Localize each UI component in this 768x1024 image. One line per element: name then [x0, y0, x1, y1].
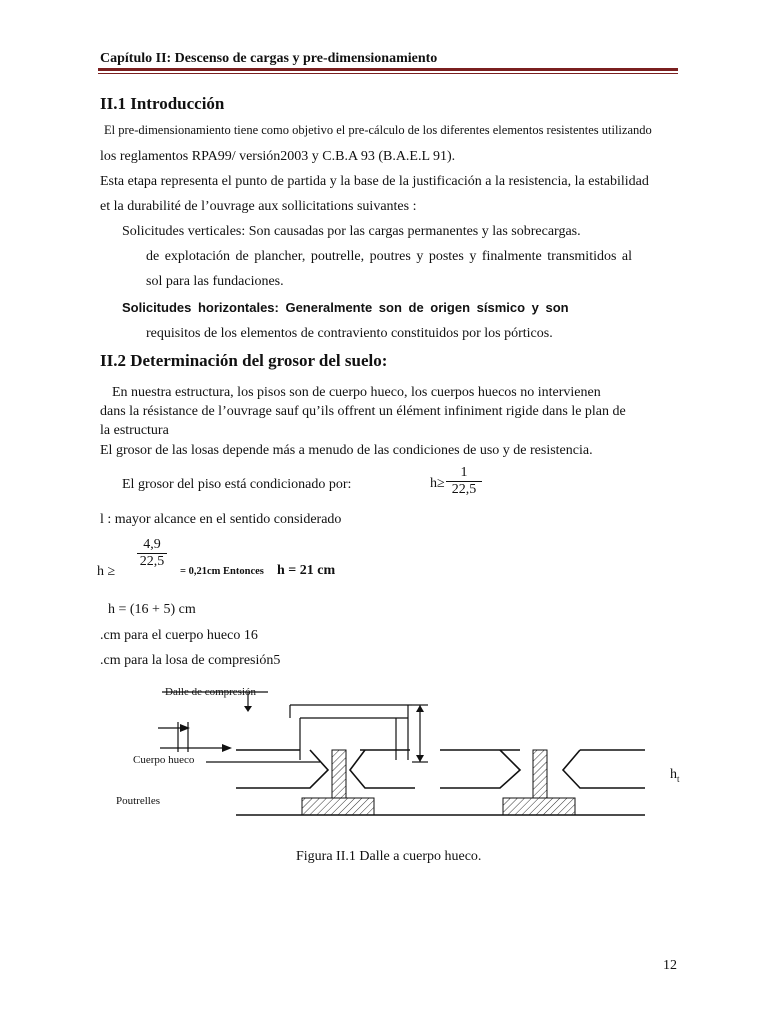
label-poutrelles: Poutrelles — [116, 795, 160, 807]
formula2-denominator: 22,5 — [139, 554, 165, 569]
bullet-vertical-text: Solicitudes verticales: Son causadas por las cargas permanentes y las sobrecargas. — [122, 224, 581, 239]
formula2-result: = 0,21cm Entonces — [180, 566, 264, 577]
page-number: 12 — [663, 958, 677, 973]
formula2-final: h = 21 cm — [277, 563, 336, 578]
bullet-vertical-line-2: de explotación de plancher, poutrelle, poutres y postes y finalmente transmitidos al — [146, 249, 633, 264]
bullet-horizontal-text: Solicitudes horizontales: Generalmente son de origen sísmico y son — [122, 300, 569, 315]
slab-outline — [236, 750, 645, 815]
para1-line-1: En nuestra estructura, los pisos son de cuerpo hueco, los cuerpos huecos no intervienen — [112, 385, 601, 400]
para1-line-2: dans la résistance de l’ouvrage sauf qu’ils offrent un élément infiniment rigide dans le plan de — [100, 404, 626, 419]
intro-line-4: et la durabilité de l’ouvrage aux sollicitations suivantes : — [100, 199, 417, 214]
para2: El grosor de las losas depende más a menudo de las condiciones de uso y de resistencia. — [100, 443, 593, 458]
label-ht-sub: t — [677, 773, 680, 784]
l-definition: l : mayor alcance en el sentido considerado — [100, 512, 342, 527]
intro-line-1: El pre-dimensionamiento tiene como objetivo el pre-cálculo de los diferentes elementos resistentes utilizando — [104, 123, 652, 137]
condition-text: El grosor del piso está condicionado por: — [122, 477, 352, 492]
label-ht — [670, 767, 680, 784]
dimension-lines — [158, 692, 428, 762]
intro-line-2: los reglamentos RPA99/ versión2003 y C.B.A 93 (B.A.E.L 91). — [100, 149, 456, 164]
label-ht-main: h — [670, 767, 677, 782]
formula1-denominator: 22,5 — [451, 482, 477, 497]
h-sum: h = (16 + 5) cm — [108, 602, 196, 617]
section-title-introduccion: II.1 Introducción — [100, 94, 225, 113]
losa-compresion-line: .cm para la losa de compresión5 — [100, 653, 281, 668]
label-dalle-compresion: Dalle de compresión — [165, 686, 257, 698]
section-title-grosor: II.2 Determinación del grosor del suelo: — [100, 351, 388, 370]
intro-line-3: Esta etapa representa el punto de partida y la base de la justificación a la resistencia, la estabilidad — [100, 174, 649, 189]
arrowheads — [180, 705, 424, 762]
para1-line-3: la estructura — [100, 423, 169, 438]
formula2-lhs: h ≥ — [97, 564, 116, 579]
chapter-header: Capítulo II: Descenso de cargas y pre-dimensionamiento — [100, 51, 438, 66]
bullet-vertical-line-3: sol para las fundaciones. — [146, 274, 284, 289]
formula2-numerator: 4,9 — [143, 537, 161, 552]
formula1-lhs: h≥ — [430, 476, 445, 491]
cuerpo-hueco-line: .cm para el cuerpo hueco 16 — [100, 628, 258, 643]
formula1-numerator: 1 — [460, 465, 468, 480]
figure-caption: Figura II.1 Dalle a cuerpo hueco. — [296, 849, 482, 864]
label-cuerpo-hueco: Cuerpo hueco — [133, 754, 195, 766]
poutrelles-hatched — [302, 750, 575, 815]
bullet-horizontal-line-2: requisitos de los elementos de contraviento constituidos por los pórticos. — [146, 326, 553, 341]
